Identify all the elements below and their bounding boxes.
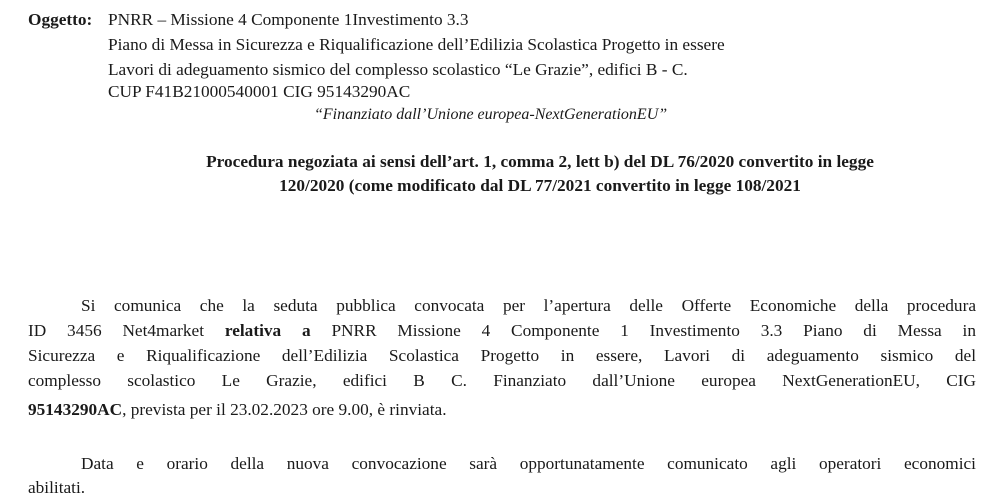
subject-line-2: Piano di Messa in Sicurezza e Riqualificazione dell’Edilizia Scolastica Progetto in essere <box>108 35 725 54</box>
paragraph-1-line-5-rest: , prevista per il 23.02.2023 ore 9.00, è rinviata. <box>122 400 447 419</box>
procedure-line-1: Procedura negoziata ai sensi dell’art. 1, comma 2, lett b) del DL 76/2020 convertito in legge <box>206 152 874 171</box>
procedure-line-2: 120/2020 (come modificato dal DL 77/2021 convertito in legge 108/2021 <box>279 176 801 195</box>
paragraph-1-bold-relativa: relativa a <box>224 321 311 340</box>
financed-note: “Finanziato dall’Unione europea-NextGenerationEU” <box>314 106 668 123</box>
paragraph-1-line-2-start: ID 3456 Net4market <box>28 321 225 340</box>
paragraph-1-line-2-end: PNRR Missione 4 Componente 1 Investimento 3.3 Piano di Messa in <box>310 321 976 340</box>
paragraph-1-line-3: Sicurezza e Riqualificazione dell’Edilizia Scolastica Progetto in essere, Lavori di adeguamento sismico del <box>28 346 976 365</box>
paragraph-1-bold-cig: 95143290AC <box>28 400 123 419</box>
subject-line-1: PNRR – Missione 4 Componente 1Investimento 3.3 <box>108 10 469 29</box>
subject-label: Oggetto: <box>28 10 93 29</box>
paragraph-1-line-5 <box>28 399 976 421</box>
subject-line-4: CUP F41B21000540001 CIG 95143290AC <box>108 82 411 101</box>
subject-line-3: Lavori di adeguamento sismico del complesso scolastico “Le Grazie”, edifici B - C. <box>108 60 688 79</box>
paragraph-1-line-1: Si comunica che la seduta pubblica convocata per l’apertura delle Offerte Economiche della procedura <box>81 296 976 315</box>
paragraph-1-line-2 <box>28 320 976 342</box>
paragraph-2-line-2: abilitati. <box>28 478 86 497</box>
paragraph-2-line-1: Data e orario della nuova convocazione sarà opportunatamente comunicato agli operatori economici <box>81 454 976 473</box>
paragraph-1-line-4: complesso scolastico Le Grazie, edifici B C. Finanziato dall’Unione europea NextGenerationEU, CIG <box>28 371 976 390</box>
